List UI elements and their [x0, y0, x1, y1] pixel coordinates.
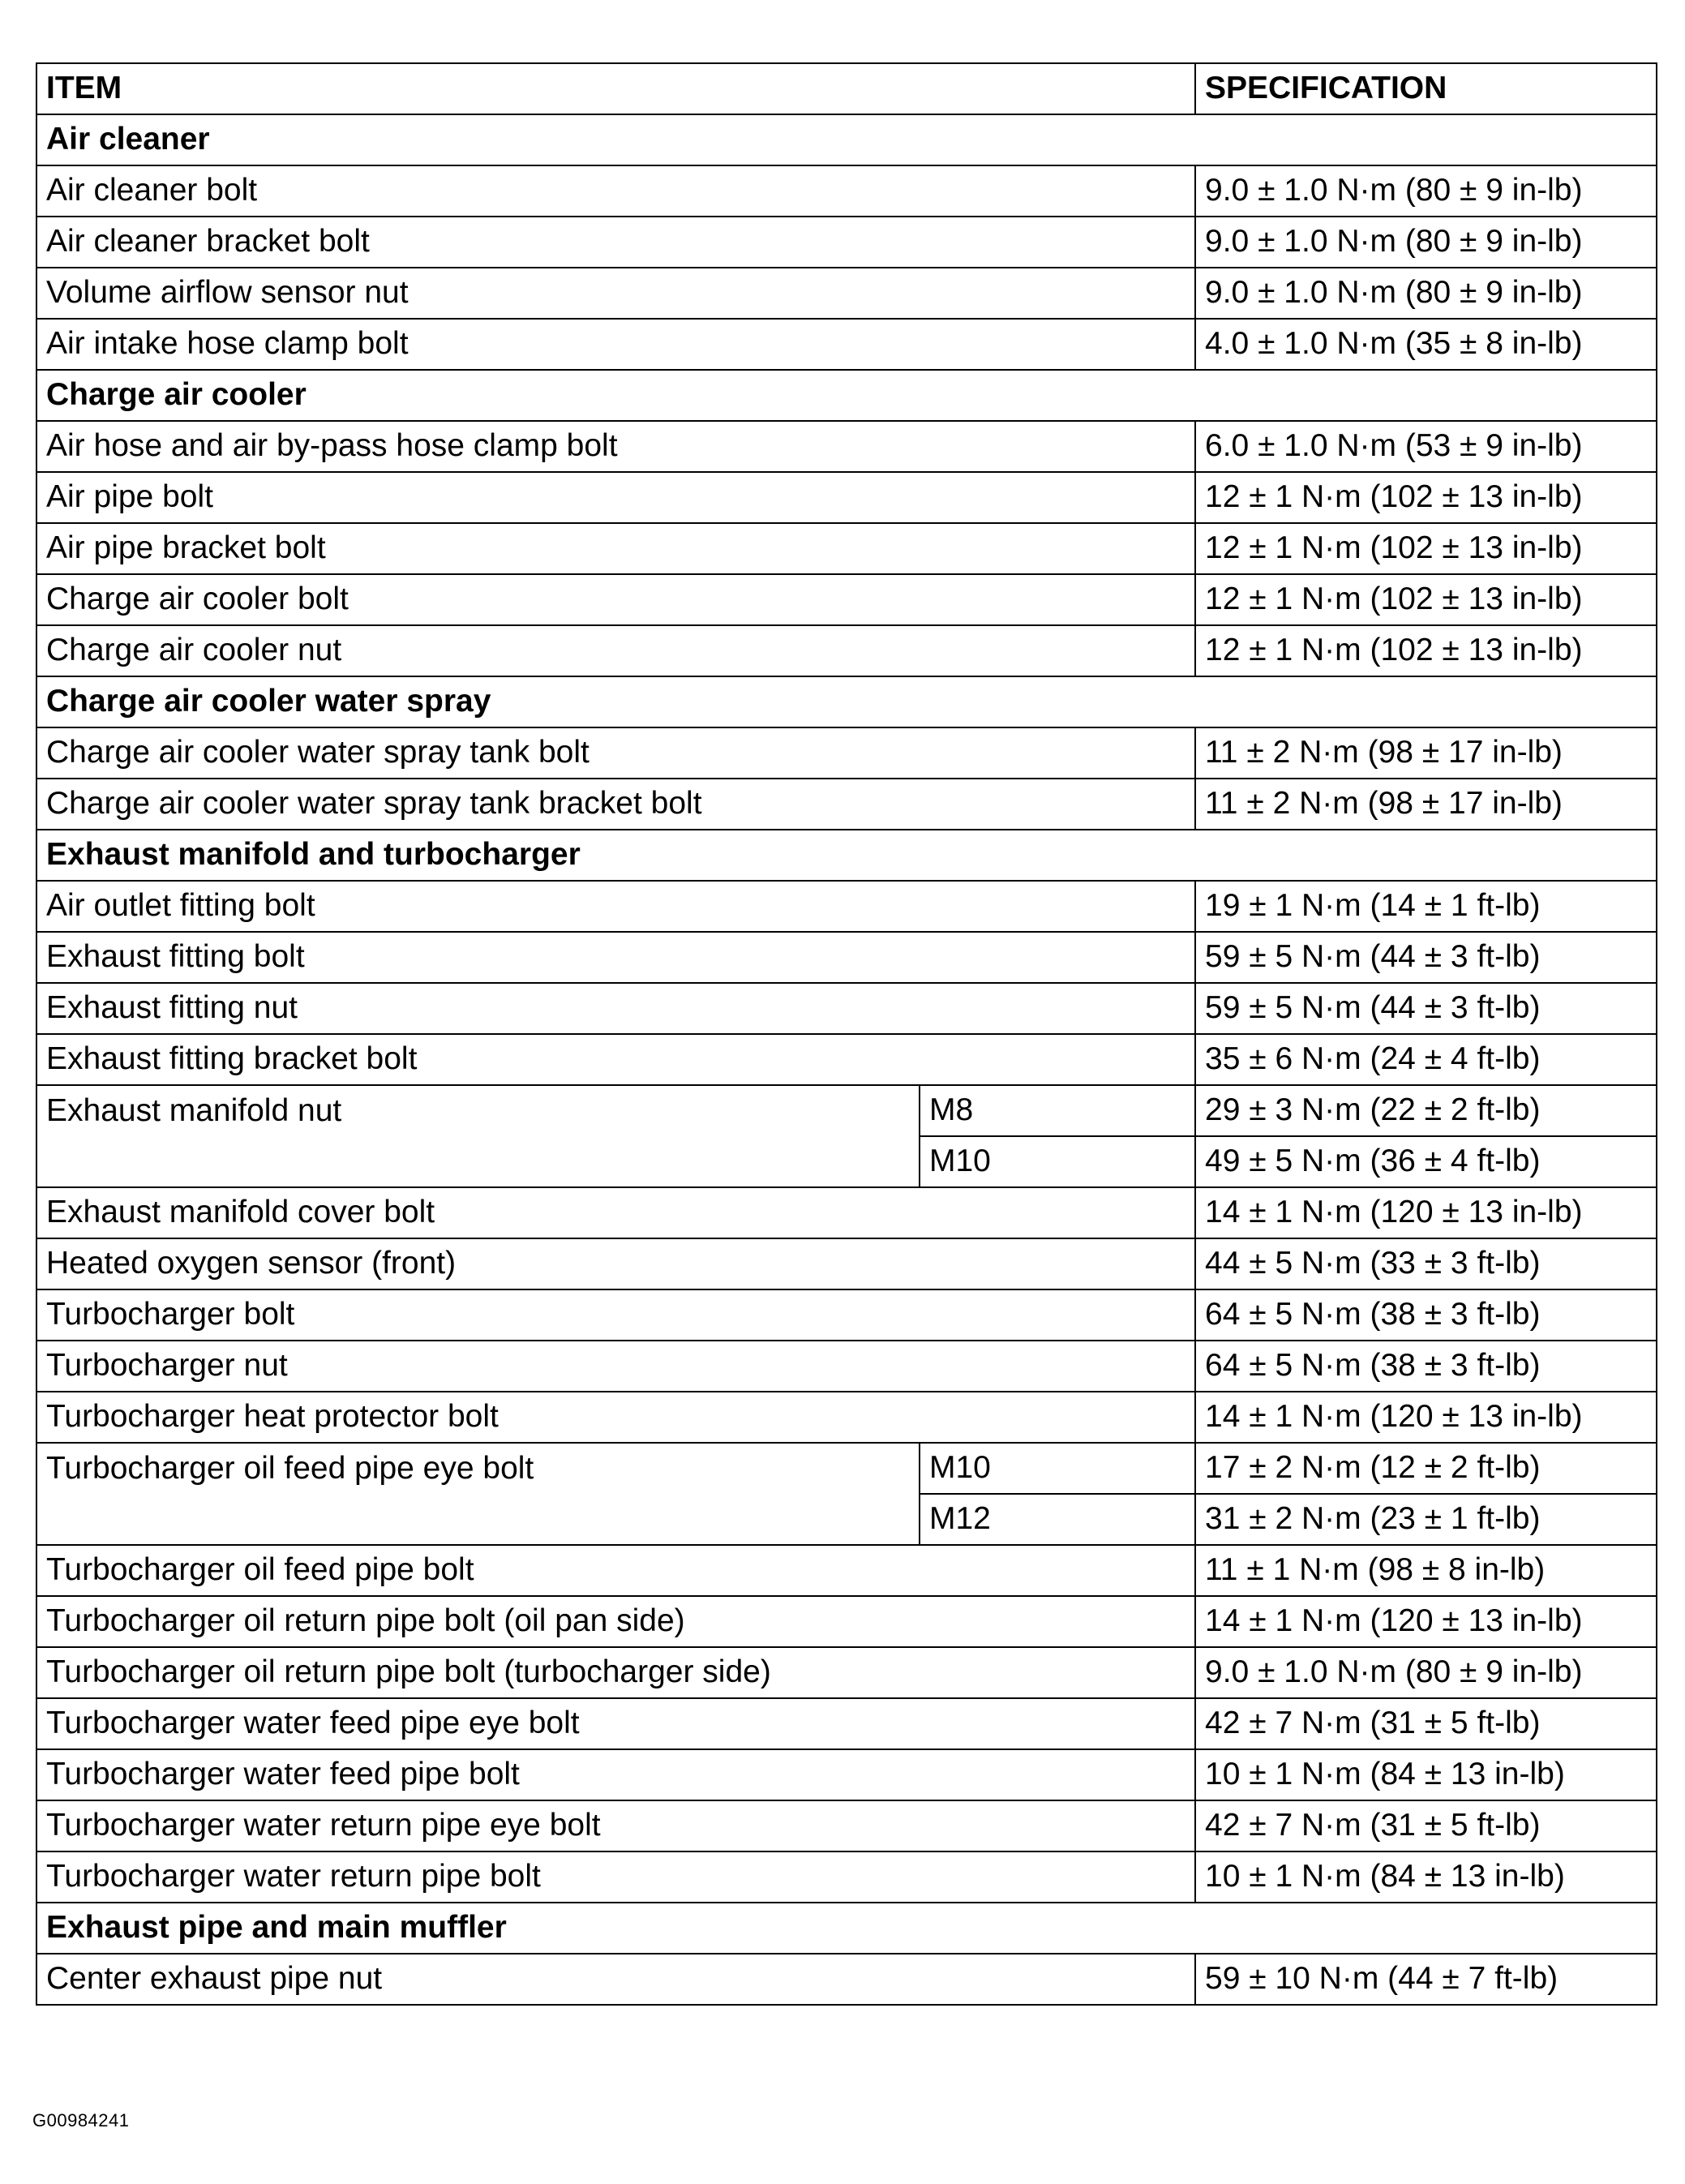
section-row — [36, 370, 1657, 421]
spec-cell: 44 ± 5 N·m (33 ± 3 ft-lb) — [1195, 1238, 1657, 1289]
item-cell: Volume airflow sensor nut — [36, 268, 1195, 319]
table-row — [36, 1545, 1657, 1596]
spec-cell: 12 ± 1 N·m (102 ± 13 in-lb) — [1195, 472, 1657, 523]
spec-cell: 10 ± 1 N·m (84 ± 13 in-lb) — [1195, 1749, 1657, 1800]
item-cell: Turbocharger water feed pipe eye bolt — [36, 1698, 1195, 1749]
table-row — [36, 1238, 1657, 1289]
item-cell: Air hose and air by-pass hose clamp bolt — [36, 421, 1195, 472]
spec-cell: 12 ± 1 N·m (102 ± 13 in-lb) — [1195, 625, 1657, 676]
table-row — [36, 574, 1657, 625]
spec-cell: 29 ± 3 N·m (22 ± 2 ft-lb) — [1195, 1085, 1657, 1136]
size-cell: M10 — [920, 1136, 1195, 1187]
table-row — [36, 1085, 1657, 1136]
item-cell: Turbocharger nut — [36, 1341, 1195, 1392]
spec-cell: 49 ± 5 N·m (36 ± 4 ft-lb) — [1195, 1136, 1657, 1187]
table-row — [36, 1443, 1657, 1494]
item-cell: Turbocharger water return pipe eye bolt — [36, 1800, 1195, 1851]
table-row — [36, 1851, 1657, 1903]
table-row — [36, 983, 1657, 1034]
item-cell: Exhaust fitting bracket bolt — [36, 1034, 1195, 1085]
section-title: Air cleaner — [36, 114, 1657, 165]
table-row — [36, 1698, 1657, 1749]
torque-spec-table — [36, 62, 1657, 2006]
item-cell: Air pipe bracket bolt — [36, 523, 1195, 574]
item-cell: Turbocharger oil feed pipe bolt — [36, 1545, 1195, 1596]
item-cell: Exhaust fitting bolt — [36, 932, 1195, 983]
table-header-row — [36, 63, 1657, 114]
item-cell: Air intake hose clamp bolt — [36, 319, 1195, 370]
item-cell: Turbocharger bolt — [36, 1289, 1195, 1341]
table-row — [36, 165, 1657, 217]
item-cell: Turbocharger heat protector bolt — [36, 1392, 1195, 1443]
table-row — [36, 1800, 1657, 1851]
table-row — [36, 779, 1657, 830]
spec-cell: 14 ± 1 N·m (120 ± 13 in-lb) — [1195, 1187, 1657, 1238]
table-row — [36, 727, 1657, 779]
item-cell: Air cleaner bolt — [36, 165, 1195, 217]
spec-cell: 59 ± 5 N·m (44 ± 3 ft-lb) — [1195, 932, 1657, 983]
section-title: Charge air cooler — [36, 370, 1657, 421]
spec-cell: 64 ± 5 N·m (38 ± 3 ft-lb) — [1195, 1341, 1657, 1392]
item-cell: Charge air cooler nut — [36, 625, 1195, 676]
spec-cell: 12 ± 1 N·m (102 ± 13 in-lb) — [1195, 574, 1657, 625]
spec-cell: 4.0 ± 1.0 N·m (35 ± 8 in-lb) — [1195, 319, 1657, 370]
item-cell: Charge air cooler bolt — [36, 574, 1195, 625]
table-row — [36, 1749, 1657, 1800]
item-cell: Turbocharger water return pipe bolt — [36, 1851, 1195, 1903]
spec-cell: 31 ± 2 N·m (23 ± 1 ft-lb) — [1195, 1494, 1657, 1545]
item-cell: Heated oxygen sensor (front) — [36, 1238, 1195, 1289]
item-cell: Exhaust fitting nut — [36, 983, 1195, 1034]
spec-cell: 19 ± 1 N·m (14 ± 1 ft-lb) — [1195, 881, 1657, 932]
item-cell: Exhaust manifold cover bolt — [36, 1187, 1195, 1238]
size-cell: M8 — [920, 1085, 1195, 1136]
spec-cell: 6.0 ± 1.0 N·m (53 ± 9 in-lb) — [1195, 421, 1657, 472]
item-cell: Charge air cooler water spray tank bolt — [36, 727, 1195, 779]
figure-code: G00984241 — [32, 2110, 130, 2130]
table-row — [36, 1187, 1657, 1238]
spec-cell: 9.0 ± 1.0 N·m (80 ± 9 in-lb) — [1195, 165, 1657, 217]
item-cell: Center exhaust pipe nut — [36, 1954, 1195, 2005]
item-cell: Turbocharger oil return pipe bolt (oil pan side) — [36, 1596, 1195, 1647]
section-title: Exhaust pipe and main muffler — [36, 1903, 1657, 1954]
table-row — [36, 1596, 1657, 1647]
table-row — [36, 625, 1657, 676]
table-row — [36, 217, 1657, 268]
spec-cell: 14 ± 1 N·m (120 ± 13 in-lb) — [1195, 1392, 1657, 1443]
item-cell: Air outlet fitting bolt — [36, 881, 1195, 932]
spec-cell: 35 ± 6 N·m (24 ± 4 ft-lb) — [1195, 1034, 1657, 1085]
table-row — [36, 1392, 1657, 1443]
table-row — [36, 523, 1657, 574]
spec-cell: 11 ± 1 N·m (98 ± 8 in-lb) — [1195, 1545, 1657, 1596]
table-row — [36, 1289, 1657, 1341]
spec-cell: 17 ± 2 N·m (12 ± 2 ft-lb) — [1195, 1443, 1657, 1494]
table-row — [36, 1341, 1657, 1392]
spec-cell: 9.0 ± 1.0 N·m (80 ± 9 in-lb) — [1195, 268, 1657, 319]
table-row — [36, 268, 1657, 319]
spec-cell: 9.0 ± 1.0 N·m (80 ± 9 in-lb) — [1195, 217, 1657, 268]
spec-cell: 59 ± 10 N·m (44 ± 7 ft-lb) — [1195, 1954, 1657, 2005]
table-row — [36, 1034, 1657, 1085]
table-row — [36, 1954, 1657, 2005]
spec-cell: 14 ± 1 N·m (120 ± 13 in-lb) — [1195, 1596, 1657, 1647]
item-cell: Turbocharger oil return pipe bolt (turbocharger side) — [36, 1647, 1195, 1698]
table-row — [36, 932, 1657, 983]
spec-cell: 64 ± 5 N·m (38 ± 3 ft-lb) — [1195, 1289, 1657, 1341]
table-row — [36, 421, 1657, 472]
table-row — [36, 472, 1657, 523]
section-row — [36, 1903, 1657, 1954]
section-row — [36, 830, 1657, 881]
spec-cell: 12 ± 1 N·m (102 ± 13 in-lb) — [1195, 523, 1657, 574]
section-title: Exhaust manifold and turbocharger — [36, 830, 1657, 881]
section-title: Charge air cooler water spray — [36, 676, 1657, 727]
table-body — [36, 114, 1657, 2005]
table-row — [36, 319, 1657, 370]
header-specification: SPECIFICATION — [1195, 63, 1657, 114]
spec-cell: 42 ± 7 N·m (31 ± 5 ft-lb) — [1195, 1800, 1657, 1851]
size-cell: M10 — [920, 1443, 1195, 1494]
table-row — [36, 1647, 1657, 1698]
item-cell: Air cleaner bracket bolt — [36, 217, 1195, 268]
spec-cell: 9.0 ± 1.0 N·m (80 ± 9 in-lb) — [1195, 1647, 1657, 1698]
spec-cell: 11 ± 2 N·m (98 ± 17 in-lb) — [1195, 727, 1657, 779]
item-cell: Air pipe bolt — [36, 472, 1195, 523]
size-cell: M12 — [920, 1494, 1195, 1545]
section-row — [36, 676, 1657, 727]
item-cell: Turbocharger oil feed pipe eye bolt — [36, 1443, 920, 1545]
spec-cell: 59 ± 5 N·m (44 ± 3 ft-lb) — [1195, 983, 1657, 1034]
section-row — [36, 114, 1657, 165]
item-cell: Exhaust manifold nut — [36, 1085, 920, 1187]
header-item: ITEM — [36, 63, 1195, 114]
item-cell: Charge air cooler water spray tank bracket bolt — [36, 779, 1195, 830]
spec-cell: 10 ± 1 N·m (84 ± 13 in-lb) — [1195, 1851, 1657, 1903]
table-row — [36, 881, 1657, 932]
item-cell: Turbocharger water feed pipe bolt — [36, 1749, 1195, 1800]
spec-cell: 42 ± 7 N·m (31 ± 5 ft-lb) — [1195, 1698, 1657, 1749]
spec-cell: 11 ± 2 N·m (98 ± 17 in-lb) — [1195, 779, 1657, 830]
